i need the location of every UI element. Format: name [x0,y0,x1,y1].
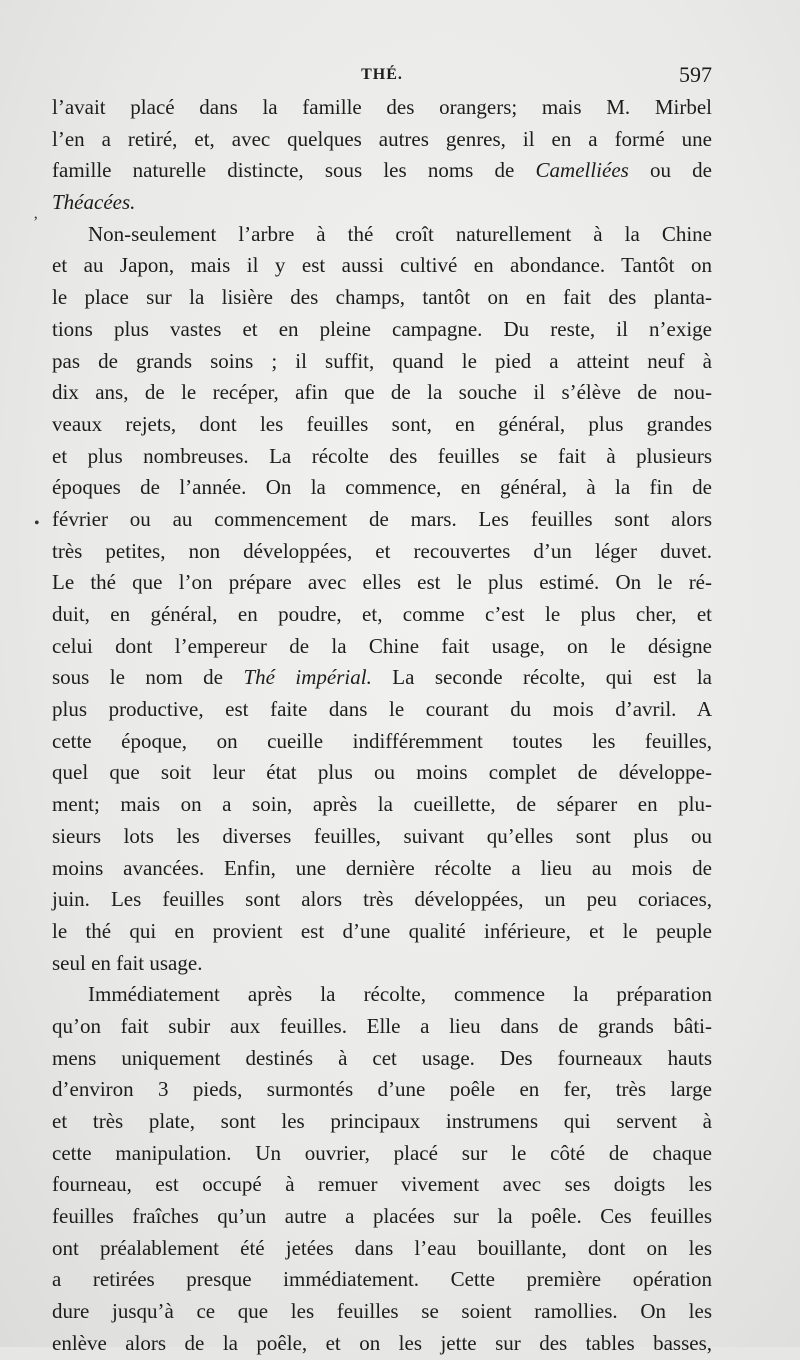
text-line: tions plus vastes et en pleine campagne. Du reste, il n’exige [52,316,712,341]
text-line: dix ans, de le recéper, afin que de la souche il s’élève de nou- [52,380,712,405]
text-line: duit, en général, en poudre, et, comme c’est le plus cher, et [52,602,712,626]
text-line: l’en a retiré, et, avec quelques autres genres, il en a formé une [52,126,712,151]
text-line: enlève alors de la poêle, et on les jette sur des tables basses, [52,1330,712,1355]
text-line: ment; mais on a soin, après la cueillette, de séparer en plu- [52,792,712,817]
page-header [52,60,712,90]
text-line: très petites, non développées, et recouvertes d’un léger duvet. [52,538,712,563]
text-line: sieurs lots les diverses feuilles, suivant qu’elles sont plus ou [52,823,712,848]
text-line: dure jusqu’à ce que les feuilles se soient ramollies. On les [52,1299,712,1324]
text-line [52,155,712,187]
text-line: le place sur la lisière des champs, tantôt on en fait des planta- [52,285,712,310]
body-text [52,92,712,1360]
italic-term: Théacées. [52,190,136,215]
text-line: qu’on fait subir aux feuilles. Elle a lieu dans de grands bâti- [52,1013,712,1038]
text-segment: famille naturelle distincte, sous les noms de [52,158,536,183]
text-line: juin. Les feuilles sont alors très développées, un peu coriaces, [52,887,712,912]
text-line: pas de grands soins ; il suffit, quand le pied a atteint neuf à [52,348,712,373]
text-line: d’environ 3 pieds, surmontés d’une poêle en fer, très large [52,1077,712,1102]
text-line: et très plate, sont les principaux instrumens qui servent à [52,1109,712,1133]
text-segment: sous le nom de [52,665,244,690]
page-number: 597 [679,62,712,87]
text-line: et plus nombreuses. La récolte des feuilles se fait à plusieurs [52,443,712,468]
text-line [52,187,712,219]
text-line: l’avait placé dans la famille des orangers; mais M. Mirbel [52,95,712,119]
running-title: THÉ. [361,66,403,83]
margin-bullet-mark: • [34,515,40,532]
text-line: ont préalablement été jetées dans l’eau bouillante, dont on les [52,1235,712,1260]
text-line: a retirées presque immédiatement. Cette première opération [52,1267,712,1292]
text-line: Non-seulement l’arbre à thé croît naturellement à la Chine [88,221,712,246]
text-line: feuilles fraîches qu’un autre a placées sur la poêle. Ces feuilles [52,1204,712,1229]
text-line: et au Japon, mais il y est aussi cultivé en abondance. Tantôt on [52,253,712,278]
text-line: époques de l’année. On la commence, en général, à la fin de [52,475,712,500]
text-line: moins avancées. Enfin, une dernière récolte a lieu au mois de [52,855,712,880]
text-line [52,662,712,694]
margin-tick-mark: ʼ [33,214,39,231]
text-line: seul en fait usage. [52,950,203,975]
text-segment: ou de [628,158,712,183]
text-line: le thé qui en provient est d’une qualité inférieure, et le peuple [52,918,712,943]
text-line: fourneau, est occupé à remuer vivement avec ses doigts les [52,1172,712,1197]
text-line: plus productive, est faite dans le courant du mois d’avril. A [52,697,712,722]
italic-term: Camelliées [535,158,629,183]
italic-term: Thé impérial. [243,665,372,690]
text-line: veaux rejets, dont les feuilles sont, en général, plus grandes [52,411,712,436]
text-line: février ou au commencement de mars. Les feuilles sont alors [52,506,712,531]
text-line: cette époque, on cueille indifféremment toutes les feuilles, [52,728,712,753]
text-line: celui dont l’empereur de la Chine fait usage, on le désigne [52,633,712,658]
text-line: Le thé que l’on prépare avec elles est le plus estimé. On le ré- [52,570,712,595]
text-line: quel que soit leur état plus ou moins complet de développe- [52,760,712,785]
text-line: Immédiatement après la récolte, commence la préparation [88,982,712,1007]
text-line: mens uniquement destinés à cet usage. Des fourneaux hauts [52,1045,712,1070]
text-segment: La seconde récolte, qui est la [371,665,712,690]
text-line: cette manipulation. Un ouvrier, placé sur le côté de chaque [52,1140,712,1165]
